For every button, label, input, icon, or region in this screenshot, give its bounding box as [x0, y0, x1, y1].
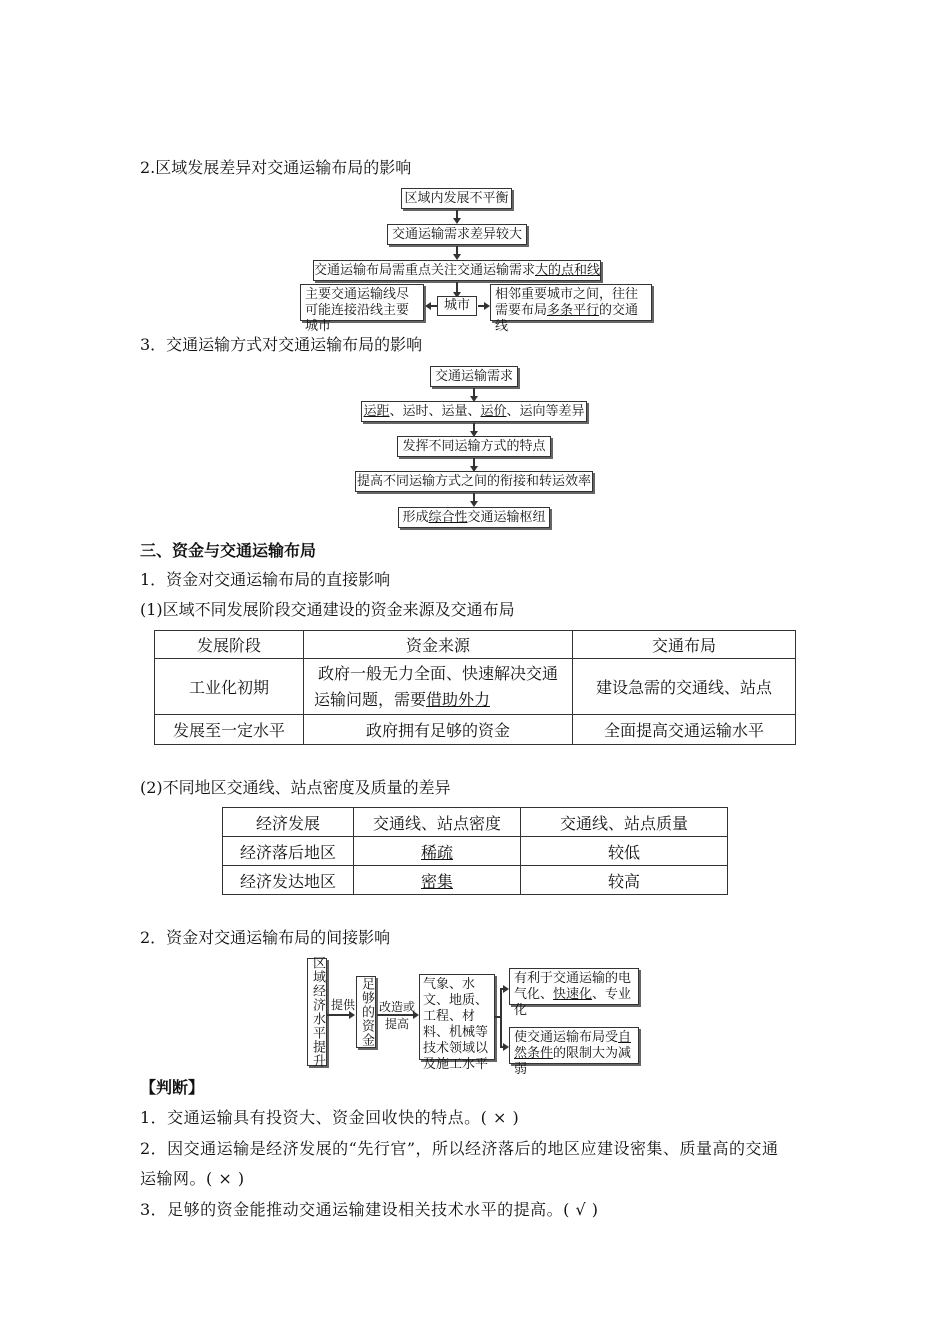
judge-heading: 【判断】 [140, 1078, 205, 1097]
table-header-cell: 发展阶段 [155, 631, 304, 659]
flow-box-main-lines: 主要交通运输线尽可能连接沿线主要城市 [300, 284, 424, 321]
table-cell: 较低 [521, 837, 728, 866]
table-row [155, 659, 796, 715]
flow-box-city: 城市 [437, 296, 477, 316]
part3-sub1: 1．资金对交通运输布局的直接影响 [140, 570, 391, 589]
flow-text: 有利于交通运输的电气化、 [514, 971, 632, 1002]
flow-box-differences [361, 401, 587, 422]
table-cell-underlined: 借助外力 [426, 689, 491, 709]
table-header-row [155, 631, 796, 659]
flow-text-underlined: 自然条件 [514, 1030, 632, 1061]
flow-text: 的限制大为减弱 [514, 1046, 632, 1077]
flow-text: 、专业化 [514, 987, 632, 1018]
table-cell: 工业化初期 [155, 659, 304, 715]
flow-connector [495, 1016, 501, 1018]
table-cell: 较高 [521, 866, 728, 895]
flow-label-raise: 提高 [384, 1017, 409, 1031]
flow-box-imbalance: 区域内发展不平衡 [401, 188, 512, 209]
flow-text-underlined: 运距 [363, 403, 390, 419]
part3-heading: 三、资金与交通运输布局 [140, 541, 317, 560]
section2-title: 2.区域发展差异对交通运输布局的影响 [140, 158, 412, 177]
flow-text-underlined: 快速化 [553, 987, 593, 1002]
judge-q1: 1．交通运输具有投资大、资金回收快的特点。( × ) [140, 1108, 520, 1127]
flow-text: 、运时、运量、 [389, 403, 481, 419]
flow-box-outcome-electrification [509, 968, 639, 1018]
table-row [223, 866, 728, 895]
flow-box-demand-diff: 交通运输需求差异较大 [387, 224, 527, 245]
arrow-right-icon [349, 1011, 355, 1019]
flow-connector [327, 1014, 349, 1016]
flow-box-parallel-lines [490, 284, 652, 334]
flow-text-underlined: 多条平行 [547, 303, 600, 318]
flow-text: 交通运输枢纽 [467, 509, 546, 525]
arrow-left-icon [425, 302, 431, 310]
table-row [223, 837, 728, 866]
flow-box-economy-rise: 区域经济水平提升 [307, 958, 327, 1066]
table-cell [354, 837, 521, 866]
table-funding-stages [154, 630, 796, 745]
judge-q3: 3．足够的资金能推动交通运输建设相关技术水平的提高。( √ ) [140, 1200, 599, 1219]
table-cell: 建设急需的交通线、站点 [573, 659, 796, 715]
table-density-quality [222, 807, 728, 895]
flow-text-underlined: 运价 [480, 403, 507, 419]
table-cell: 政府拥有足够的资金 [304, 715, 573, 745]
table-header-cell: 交通线、站点密度 [354, 808, 521, 837]
judge-q2-line1: 2．因交通运输是经济发展的“先行官”，所以经济落后的地区应建设密集、质量高的交通 [140, 1139, 779, 1158]
flow-label-provide: 提供 [331, 998, 356, 1012]
flow-box-efficiency: 提高不同运输方式之间的衔接和转运效率 [355, 471, 593, 492]
table-cell-underlined: 稀疏 [420, 842, 453, 862]
table-cell: 经济发达地区 [223, 866, 354, 895]
judge-q2-line2: 运输网。( × ) [140, 1169, 245, 1188]
table-cell [354, 866, 521, 895]
table-cell: 发展至一定水平 [155, 715, 304, 745]
flow-connector [377, 1014, 413, 1016]
table-header-cell: 交通布局 [573, 631, 796, 659]
flow-text-underlined: 综合性 [428, 509, 468, 525]
table-header-cell: 经济发展 [223, 808, 354, 837]
table-cell-underlined: 密集 [420, 871, 453, 891]
flow-connector [430, 305, 437, 307]
flow-text: 的交通线 [495, 303, 639, 334]
flow-box-tech-fields: 气象、水文、地质、工程、材料、机械等技术领域以及施工水平 [419, 974, 495, 1060]
table-header-row [223, 808, 728, 837]
table-cell-line: 政府一般无力全面、快速解决交通 [317, 663, 558, 683]
flow-text: 相邻重要城市之间，往往需要布局 [495, 287, 639, 318]
table-cell: 全面提高交通运输水平 [573, 715, 796, 745]
flow-text: 形成 [402, 509, 429, 525]
table-cell-line [310, 687, 566, 713]
flow-label-improve: 改造或 [378, 1000, 415, 1014]
table-header-cell: 交通线、站点质量 [521, 808, 728, 837]
flow-box-features: 发挥不同运输方式的特点 [397, 436, 551, 457]
flow-box-focus-points [313, 260, 601, 281]
table-cell: 经济落后地区 [223, 837, 354, 866]
flow-text: 使交通运输布局受 [514, 1030, 619, 1045]
section3-title: 3．交通运输方式对交通运输布局的影响 [140, 335, 423, 354]
table-row [155, 715, 796, 745]
part3-sub2: 2．资金对交通运输布局的间接影响 [140, 928, 391, 947]
flow-text-underlined: 大的点和线 [535, 262, 601, 278]
part3-sub1b: (2)不同地区交通线、站点密度及质量的差异 [140, 778, 451, 797]
flow-box-outcome-natural-limits [509, 1027, 639, 1077]
flow-text: 交通运输布局需重点关注交通运输需求 [313, 262, 535, 278]
flow-box-funding: 足够的资金 [356, 976, 376, 1048]
flow-box-transport-demand: 交通运输需求 [430, 366, 518, 387]
part3-sub1a: (1)区域不同发展阶段交通建设的资金来源及交通布局 [140, 600, 515, 619]
flow-box-hub [398, 507, 550, 528]
flow-text: 、运向等差异 [506, 403, 585, 419]
table-cell-text: 运输问题，需要 [314, 689, 427, 709]
table-cell [304, 659, 573, 715]
table-header-cell: 资金来源 [304, 631, 573, 659]
